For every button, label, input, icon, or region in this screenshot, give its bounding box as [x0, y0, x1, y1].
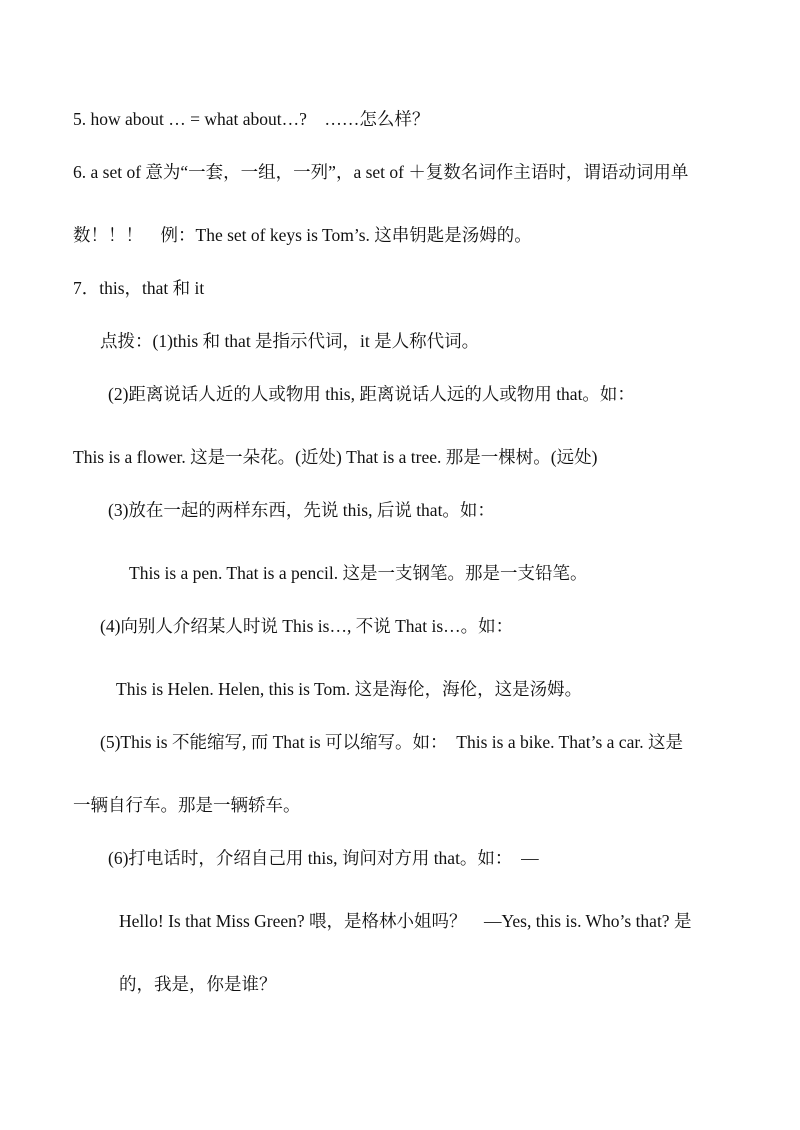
- text-line-point-5-cont: 一辆自行车。那是一辆轿车。: [73, 795, 301, 815]
- text-line-pen-pencil-example: This is a pen. That is a pencil. 这是一支钢笔。那是一支铅笔。: [129, 563, 588, 583]
- text-line-point-3: (3)放在一起的两样东西，先说 this, 后说 that。如：: [108, 500, 495, 520]
- text-line-point-6: (6)打电话时，介绍自己用 this, 询问对方用 that。如： —: [108, 848, 539, 868]
- text-line-phone-example-cont: 的，我是，你是谁？: [119, 974, 277, 994]
- text-line-phone-example: Hello! Is that Miss Green? 喂，是格林小姐吗？ —Yes, this is. Who’s that? 是: [119, 911, 692, 931]
- text-line-point-4: (4)向别人介绍某人时说 This is…, 不说 That is…。如：: [100, 616, 514, 636]
- text-line-set-of-keys-example: 数！！！ 例：The set of keys is Tom’s. 这串钥匙是汤姆的。: [73, 225, 532, 245]
- text-line-heading-this-that-it: 7．this，that 和 it: [73, 278, 205, 298]
- text-line-flower-tree-example: This is a flower. 这是一朵花。(近处) That is a tree. 那是一棵树。(远处): [73, 447, 598, 467]
- text-line-a-set-of: 6. a set of 意为“一套，一组，一列”，a set of ＋复数名词作主语时，谓语动词用单: [73, 162, 689, 182]
- text-line-point-2: (2)距离说话人近的人或物用 this, 距离说话人远的人或物用 that。如：: [108, 384, 635, 404]
- text-line-how-about: 5. how about … = what about…? ……怎么样？: [73, 109, 430, 129]
- text-line-point-5: (5)This is 不能缩写, 而 That is 可以缩写。如： This is a bike. That’s a car. 这是: [100, 732, 683, 752]
- text-line-point-1: 点拨：(1)this 和 that 是指示代词，it 是人称代词。: [100, 331, 480, 351]
- text-line-helen-tom-example: This is Helen. Helen, this is Tom. 这是海伦，海伦，这是汤姆。: [116, 679, 583, 699]
